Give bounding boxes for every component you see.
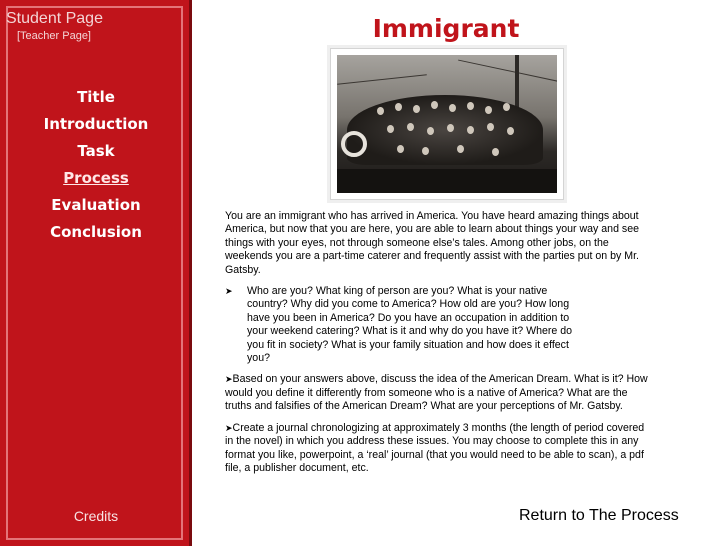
nav-item-conclusion[interactable]: Conclusion	[50, 223, 142, 241]
nav-item-evaluation[interactable]: Evaluation	[51, 196, 141, 214]
nav-item-process[interactable]: Process	[63, 169, 129, 187]
credits-link[interactable]: Credits	[73, 508, 119, 524]
lifebuoy-icon	[341, 131, 367, 157]
return-to-process-link[interactable]: Return to The Process	[519, 507, 679, 524]
bullet-text-3: Create a journal chronologizing at approximately 3 months (the length of period covered in the novel) in which you address these issues. You may choose to complete this in any format you like, powerpoint, a ‘real’ journal (that you would need to be able to scan), a pdf file, a publisher document, etc.	[225, 421, 645, 474]
intro-paragraph: You are an immigrant who has arrived in America. You have heard amazing things about America, but now that you are here, you are able to learn about things your way and see things with your eyes, not through someone else’s tales. Among other jobs, on the weekends you are a part-time caterer and frequently assist with the parties put on by Mr. Gatsby.	[225, 210, 639, 276]
sidebar	[0, 0, 192, 546]
student-page-label: Student Page	[6, 10, 103, 27]
nav-item-title[interactable]: Title	[77, 88, 115, 106]
bullet-item-2	[225, 373, 655, 413]
bullet-text-2: Based on your answers above, discuss the idea of the American Dream. What is it? How would you define it differently from someone who is a native of America? What are the truths and falsifies of the American Dream? What are your perceptions of Mr. Gatsby.	[225, 373, 648, 413]
arrow-bullet-icon: ➤	[225, 422, 233, 433]
nav-item-introduction[interactable]: Introduction	[43, 115, 149, 133]
sidebar-nav	[0, 84, 192, 246]
bullet-text-1: Who are you? What king of person are you? What is your native country? Why did you come to America? How old are you? How long have you been in America? Do you have an occupation in addition to your weekend catering? What is it and why do you have it? Where do you fit in society? What is your family situation and how does it effect you?	[247, 285, 573, 365]
page-title: Immigrant	[372, 14, 520, 43]
arrow-bullet-icon: ➤	[225, 286, 233, 297]
teacher-page-link[interactable]: [Teacher Page]	[17, 30, 91, 42]
immigrant-photo	[330, 48, 564, 200]
arrow-bullet-icon: ➤	[225, 374, 233, 385]
bullet-item-3	[225, 422, 655, 476]
photo-image	[337, 55, 557, 193]
nav-item-task[interactable]: Task	[77, 142, 115, 160]
task-content	[225, 210, 655, 483]
bullet-item-1	[225, 285, 655, 365]
